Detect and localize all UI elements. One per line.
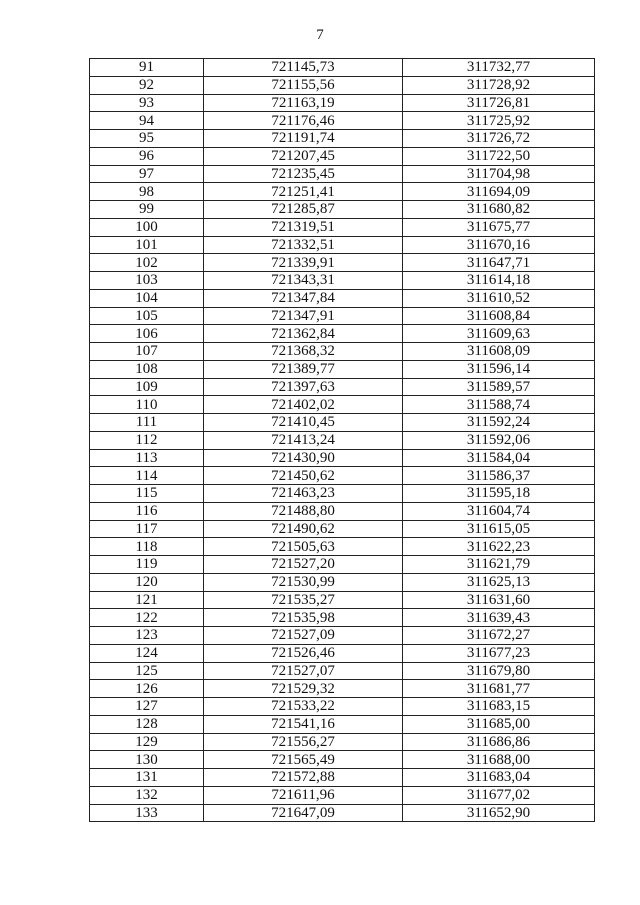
table-row [90,307,595,325]
x-coordinate-cell: 721527,07 [204,662,403,680]
point-number-cell: 118 [90,538,204,556]
y-coordinate-cell: 311639,43 [403,609,595,627]
point-number-cell: 128 [90,715,204,733]
point-number-cell: 96 [90,147,204,165]
y-coordinate-cell: 311680,82 [403,201,595,219]
coordinates-table-body [90,59,595,822]
table-row [90,662,595,680]
y-coordinate-cell: 311647,71 [403,254,595,272]
x-coordinate-cell: 721347,91 [204,307,403,325]
y-coordinate-cell: 311694,09 [403,183,595,201]
point-number-cell: 121 [90,591,204,609]
x-coordinate-cell: 721410,45 [204,414,403,432]
table-row [90,591,595,609]
y-coordinate-cell: 311586,37 [403,467,595,485]
point-number-cell: 94 [90,112,204,130]
y-coordinate-cell: 311683,04 [403,769,595,787]
point-number-cell: 113 [90,449,204,467]
point-number-cell: 104 [90,289,204,307]
table-row [90,396,595,414]
table-row [90,236,595,254]
table-row [90,715,595,733]
x-coordinate-cell: 721527,20 [204,556,403,574]
y-coordinate-cell: 311686,86 [403,733,595,751]
point-number-cell: 126 [90,680,204,698]
point-number-cell: 98 [90,183,204,201]
table-row [90,183,595,201]
table-row [90,556,595,574]
x-coordinate-cell: 721527,09 [204,627,403,645]
table-row [90,165,595,183]
x-coordinate-cell: 721285,87 [204,201,403,219]
table-row [90,201,595,219]
point-number-cell: 107 [90,343,204,361]
table-row [90,360,595,378]
x-coordinate-cell: 721565,49 [204,751,403,769]
x-coordinate-cell: 721490,62 [204,520,403,538]
x-coordinate-cell: 721556,27 [204,733,403,751]
table-row [90,343,595,361]
y-coordinate-cell: 311685,00 [403,715,595,733]
table-row [90,94,595,112]
x-coordinate-cell: 721526,46 [204,644,403,662]
y-coordinate-cell: 311722,50 [403,147,595,165]
x-coordinate-cell: 721505,63 [204,538,403,556]
table-row [90,573,595,591]
x-coordinate-cell: 721251,41 [204,183,403,201]
point-number-cell: 112 [90,431,204,449]
point-number-cell: 103 [90,272,204,290]
y-coordinate-cell: 311672,27 [403,627,595,645]
point-number-cell: 130 [90,751,204,769]
y-coordinate-cell: 311604,74 [403,502,595,520]
x-coordinate-cell: 721368,32 [204,343,403,361]
table-row [90,414,595,432]
y-coordinate-cell: 311683,15 [403,698,595,716]
x-coordinate-cell: 721402,02 [204,396,403,414]
x-coordinate-cell: 721647,09 [204,804,403,822]
y-coordinate-cell: 311631,60 [403,591,595,609]
point-number-cell: 120 [90,573,204,591]
x-coordinate-cell: 721535,98 [204,609,403,627]
y-coordinate-cell: 311675,77 [403,218,595,236]
table-row [90,325,595,343]
table-row [90,218,595,236]
x-coordinate-cell: 721530,99 [204,573,403,591]
y-coordinate-cell: 311621,79 [403,556,595,574]
point-number-cell: 110 [90,396,204,414]
point-number-cell: 97 [90,165,204,183]
table-row [90,485,595,503]
table-row [90,378,595,396]
point-number-cell: 122 [90,609,204,627]
table-row [90,76,595,94]
y-coordinate-cell: 311622,23 [403,538,595,556]
y-coordinate-cell: 311677,02 [403,786,595,804]
x-coordinate-cell: 721535,27 [204,591,403,609]
point-number-cell: 93 [90,94,204,112]
x-coordinate-cell: 721145,73 [204,59,403,77]
table-row [90,431,595,449]
x-coordinate-cell: 721235,45 [204,165,403,183]
table-row [90,272,595,290]
y-coordinate-cell: 311688,00 [403,751,595,769]
x-coordinate-cell: 721155,56 [204,76,403,94]
table-row [90,502,595,520]
point-number-cell: 99 [90,201,204,219]
point-number-cell: 108 [90,360,204,378]
y-coordinate-cell: 311615,05 [403,520,595,538]
point-number-cell: 119 [90,556,204,574]
y-coordinate-cell: 311596,14 [403,360,595,378]
point-number-cell: 127 [90,698,204,716]
point-number-cell: 106 [90,325,204,343]
y-coordinate-cell: 311670,16 [403,236,595,254]
point-number-cell: 102 [90,254,204,272]
table-row [90,289,595,307]
x-coordinate-cell: 721163,19 [204,94,403,112]
x-coordinate-cell: 721463,23 [204,485,403,503]
table-row [90,520,595,538]
point-number-cell: 117 [90,520,204,538]
x-coordinate-cell: 721343,31 [204,272,403,290]
y-coordinate-cell: 311732,77 [403,59,595,77]
x-coordinate-cell: 721430,90 [204,449,403,467]
x-coordinate-cell: 721332,51 [204,236,403,254]
point-number-cell: 95 [90,130,204,148]
coordinates-table [89,58,595,822]
point-number-cell: 129 [90,733,204,751]
table-row [90,609,595,627]
y-coordinate-cell: 311609,63 [403,325,595,343]
x-coordinate-cell: 721533,22 [204,698,403,716]
y-coordinate-cell: 311625,13 [403,573,595,591]
x-coordinate-cell: 721319,51 [204,218,403,236]
x-coordinate-cell: 721176,46 [204,112,403,130]
y-coordinate-cell: 311592,06 [403,431,595,449]
table-row [90,698,595,716]
point-number-cell: 131 [90,769,204,787]
table-row [90,130,595,148]
table-row [90,680,595,698]
y-coordinate-cell: 311652,90 [403,804,595,822]
point-number-cell: 116 [90,502,204,520]
y-coordinate-cell: 311592,24 [403,414,595,432]
table-row [90,751,595,769]
x-coordinate-cell: 721362,84 [204,325,403,343]
table-row [90,538,595,556]
point-number-cell: 100 [90,218,204,236]
y-coordinate-cell: 311614,18 [403,272,595,290]
point-number-cell: 109 [90,378,204,396]
x-coordinate-cell: 721529,32 [204,680,403,698]
page-number: 7 [316,27,324,43]
x-coordinate-cell: 721611,96 [204,786,403,804]
table-row [90,59,595,77]
x-coordinate-cell: 721191,74 [204,130,403,148]
y-coordinate-cell: 311704,98 [403,165,595,183]
y-coordinate-cell: 311726,72 [403,130,595,148]
point-number-cell: 101 [90,236,204,254]
x-coordinate-cell: 721347,84 [204,289,403,307]
point-number-cell: 133 [90,804,204,822]
x-coordinate-cell: 721207,45 [204,147,403,165]
x-coordinate-cell: 721339,91 [204,254,403,272]
y-coordinate-cell: 311725,92 [403,112,595,130]
x-coordinate-cell: 721450,62 [204,467,403,485]
table-row [90,449,595,467]
y-coordinate-cell: 311679,80 [403,662,595,680]
table-row [90,786,595,804]
y-coordinate-cell: 311595,18 [403,485,595,503]
y-coordinate-cell: 311681,77 [403,680,595,698]
point-number-cell: 111 [90,414,204,432]
x-coordinate-cell: 721397,63 [204,378,403,396]
y-coordinate-cell: 311726,81 [403,94,595,112]
point-number-cell: 91 [90,59,204,77]
point-number-cell: 92 [90,76,204,94]
y-coordinate-cell: 311608,84 [403,307,595,325]
x-coordinate-cell: 721389,77 [204,360,403,378]
table-row [90,733,595,751]
point-number-cell: 114 [90,467,204,485]
point-number-cell: 132 [90,786,204,804]
y-coordinate-cell: 311589,57 [403,378,595,396]
table-row [90,627,595,645]
table-row [90,804,595,822]
y-coordinate-cell: 311588,74 [403,396,595,414]
x-coordinate-cell: 721541,16 [204,715,403,733]
table-row [90,112,595,130]
x-coordinate-cell: 721488,80 [204,502,403,520]
y-coordinate-cell: 311610,52 [403,289,595,307]
table-row [90,467,595,485]
table-row [90,644,595,662]
x-coordinate-cell: 721572,88 [204,769,403,787]
point-number-cell: 115 [90,485,204,503]
table-row [90,769,595,787]
x-coordinate-cell: 721413,24 [204,431,403,449]
y-coordinate-cell: 311728,92 [403,76,595,94]
table-row [90,254,595,272]
y-coordinate-cell: 311608,09 [403,343,595,361]
point-number-cell: 105 [90,307,204,325]
table-row [90,147,595,165]
point-number-cell: 123 [90,627,204,645]
y-coordinate-cell: 311677,23 [403,644,595,662]
point-number-cell: 125 [90,662,204,680]
y-coordinate-cell: 311584,04 [403,449,595,467]
point-number-cell: 124 [90,644,204,662]
